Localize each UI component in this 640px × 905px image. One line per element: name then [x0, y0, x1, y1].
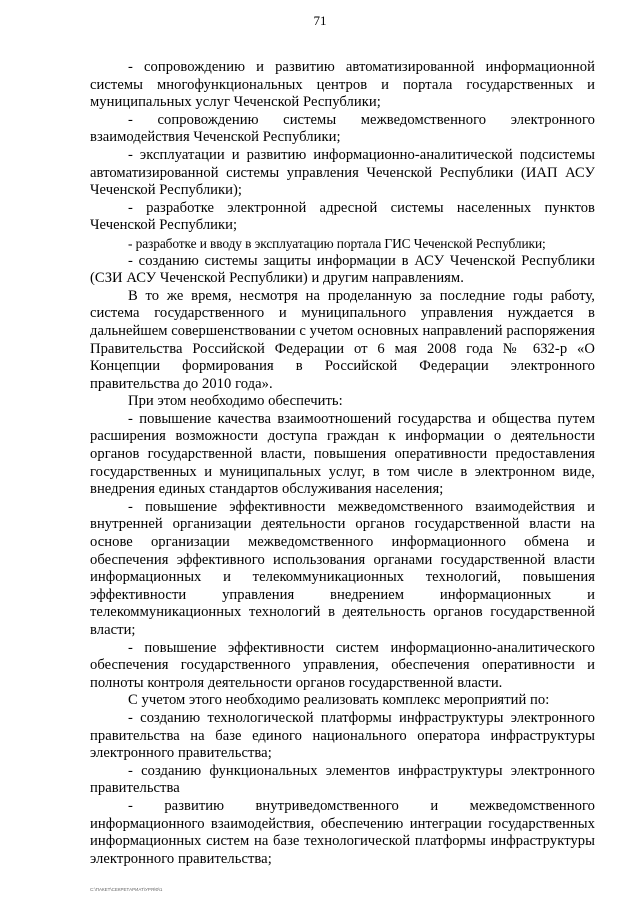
paragraph-item-13: - созданию технологической платформы инфраструктуры электронного правительства на базе единого национального оператора инфраструктуры электронного правительства; — [90, 709, 595, 762]
document-body — [90, 59, 595, 868]
paragraph-body-7: В то же время, несмотря на проделанную за последние годы работу, система государственного и муниципального управления нуждается в дальнейшем совершенствовании с учетом основных направлений распоряжения Правительства Российской Федерации от 6 мая 2008 года № 632-р «О Концепции формирования в Российской Федерации электронного правительства до 2010 года». — [90, 287, 595, 392]
paragraph-item-5: - разработке и вводу в эксплуатацию портала ГИС Чеченской Республики; — [128, 235, 546, 251]
paragraph-item-9: - повышение качества взаимоотношений государства и общества путем расширения возможности доступа граждан к информации о деятельности органов государственной власти, повышения оперативности предоставления государственных и муниципальных услуг, в том числе в электронном виде, внедрения единых стандартов обслуживания населения; — [90, 410, 595, 498]
paragraph-lead-8: При этом необходимо обеспечить: — [128, 393, 343, 410]
paragraph-item-15: - развитию внутриведомственного и межведомственного информационного взаимодействия, обеспечению интеграции государственных информационных систем на базе технологической платформы инфраструктуры электронного правительства; — [90, 797, 595, 867]
page-number: 71 — [313, 13, 327, 28]
paragraph-item-11: - повышение эффективности систем информационно-аналитического обеспечения государственного управления, обеспечения оперативности и полноты контроля деятельности органов государственной власти. — [90, 639, 595, 691]
paragraph-item-2: - сопровождению системы межведомственного электронного взаимодействия Чеченской Республики; — [90, 111, 595, 146]
paragraph-lead-12: С учетом этого необходимо реализовать комплекс мероприятий по: — [128, 692, 550, 709]
paragraph-item-6: - созданию системы защиты информации в АСУ Чеченской Республики (СЗИ АСУ Чеченской Республики) и другим направлениям. — [90, 252, 595, 287]
paragraph-item-3: - эксплуатации и развитию информационно-аналитической подсистемы автоматизированной системы управления Чеченской Республики (ИАП АСУ Чеченской Республики); — [90, 146, 595, 199]
paragraph-item-1: - сопровождению и развитию автоматизированной информационной системы многофункциональных центров и портала государственных и муниципальных услуг Чеченской Республики; — [90, 59, 595, 111]
paragraph-item-10: - повышение эффективности межведомственного взаимодействия и внутренней организации деятельности органов государственной власти на основе организации межведомственного информационного обмена и обеспечения эффективного использования органами государственной власти информационных и телекоммуникационных технологий, повышения эффективности управления внедрением информационных и телекоммуникационных технологий в деятельность органов государственной власти; — [90, 498, 595, 638]
footer-file-path: С:\ПАКЕТ\СЕКРЕТАРИАТ\УРЯ\Ф\1 — [90, 887, 163, 892]
paragraph-item-4: - разработке электронной адресной системы населенных пунктов Чеченской Республики; — [90, 199, 595, 234]
paragraph-item-14: - созданию функциональных элементов инфраструктуры электронного правительства — [90, 762, 595, 797]
